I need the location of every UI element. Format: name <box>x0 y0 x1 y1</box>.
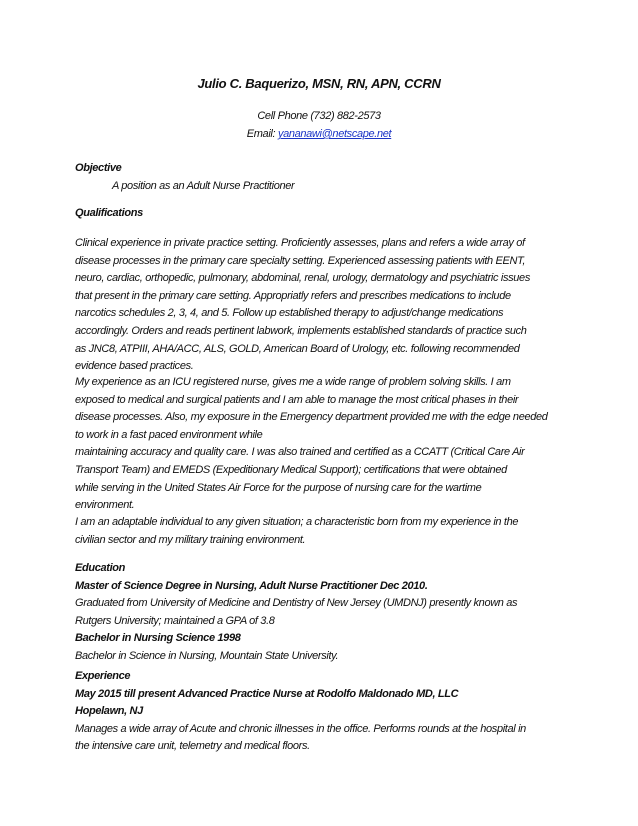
qualifications-heading <box>75 205 570 223</box>
paragraph-line: My experience as an ICU registered nurse, gives me a wide range of problem solving skills. I am <box>75 376 511 388</box>
education-detail-line: Bachelor in Science in Nursing, Mountain State University. <box>75 649 339 662</box>
paragraph-line: to work in a fast paced environment while <box>75 428 263 441</box>
phone-line: Cell Phone (732) 882-2573 <box>257 110 381 122</box>
paragraph-line: maintaining accuracy and quality care. I was also trained and certified as a CCATT (Critical Care Air <box>75 446 525 459</box>
education-degree-masters: Master of Science Degree in Nursing, Adult Nurse Practitioner Dec 2010. <box>75 579 428 592</box>
candidate-name: Julio C. Baquerizo, MSN, RN, APN, CCRN <box>197 76 441 91</box>
paragraph-line: Clinical experience in private practice setting. Proficiently assesses, plans and refers a wide array of <box>75 237 525 249</box>
education-section <box>75 560 570 666</box>
education-heading: Education <box>75 562 126 574</box>
paragraph-line: disease processes. Also, my exposure in the Emergency department provided me with the edge needed <box>75 411 548 424</box>
qualifications-heading-text: Qualifications <box>75 207 143 219</box>
paragraph-line: I am an adaptable individual to any given situation; a characteristic born from my experience in the <box>75 516 519 528</box>
paragraph-line: evidence based practices. <box>75 360 194 373</box>
experience-heading: Experience <box>75 670 131 682</box>
paragraph-line: as JNC8, ATPIII, AHA/ACC, ALS, GOLD, American Board of Urology, etc. following recommended <box>75 342 520 355</box>
qualifications-paragraph-3 <box>75 514 570 549</box>
experience-section <box>75 668 570 756</box>
qualifications-paragraph-2 <box>75 374 570 515</box>
paragraph-line: disease processes in the primary care specialty setting. Experienced assessing patients with EENT, <box>75 254 526 267</box>
experience-detail-line: Manages a wide array of Acute and chronic illnesses in the office. Performs rounds at the hospital in <box>75 722 526 735</box>
paragraph-line: environment. <box>75 499 135 512</box>
education-detail-line: Rutgers University; maintained a GPA of 3.8 <box>75 614 275 627</box>
qualifications-paragraph-1 <box>75 235 570 376</box>
objective-text: A position as an Adult Nurse Practitioner <box>112 179 295 192</box>
experience-detail-line: the intensive care unit, telemetry and medical floors. <box>75 740 310 753</box>
objective-heading: Objective <box>75 162 122 174</box>
paragraph-line: while serving in the United States Air Force for the purpose of nursing care for the wartime <box>75 481 482 494</box>
experience-job-location: Hopelawn, NJ <box>75 705 143 718</box>
email-line <box>0 126 638 144</box>
objective-section <box>75 160 570 195</box>
experience-job-title: May 2015 till present Advanced Practice Nurse at Rodolfo Maldonado MD, LLC <box>75 687 459 700</box>
paragraph-line: Transport Team) and EMEDS (Expeditionary Medical Support); certifications that were obtained <box>75 463 507 476</box>
email-label: Email: <box>246 128 276 140</box>
paragraph-line: narcotics schedules 2, 3, 4, and 5. Follow up established therapy to adjust/change medications <box>75 307 504 320</box>
paragraph-line: exposed to medical and surgical patients and I am able to manage the most critical phases in their <box>75 393 519 406</box>
paragraph-line: civilian sector and my military training environment. <box>75 533 306 546</box>
paragraph-line: that present in the primary care setting. Appropriatly refers and prescribes medications to include <box>75 289 511 302</box>
paragraph-line: accordingly. Orders and reads pertinent labwork, implements established standards of practice such <box>75 324 527 337</box>
education-detail-line: Graduated from University of Medicine and Dentistry of New Jersey (UMDNJ) presently known as <box>75 597 518 610</box>
education-degree-bachelor: Bachelor in Nursing Science 1998 <box>75 632 241 645</box>
email-link[interactable]: yananawi@netscape.net <box>277 128 392 140</box>
paragraph-line: neuro, cardiac, orthopedic, pulmonary, abdominal, renal, urology, dermatology and psychiatric issues <box>75 272 530 285</box>
